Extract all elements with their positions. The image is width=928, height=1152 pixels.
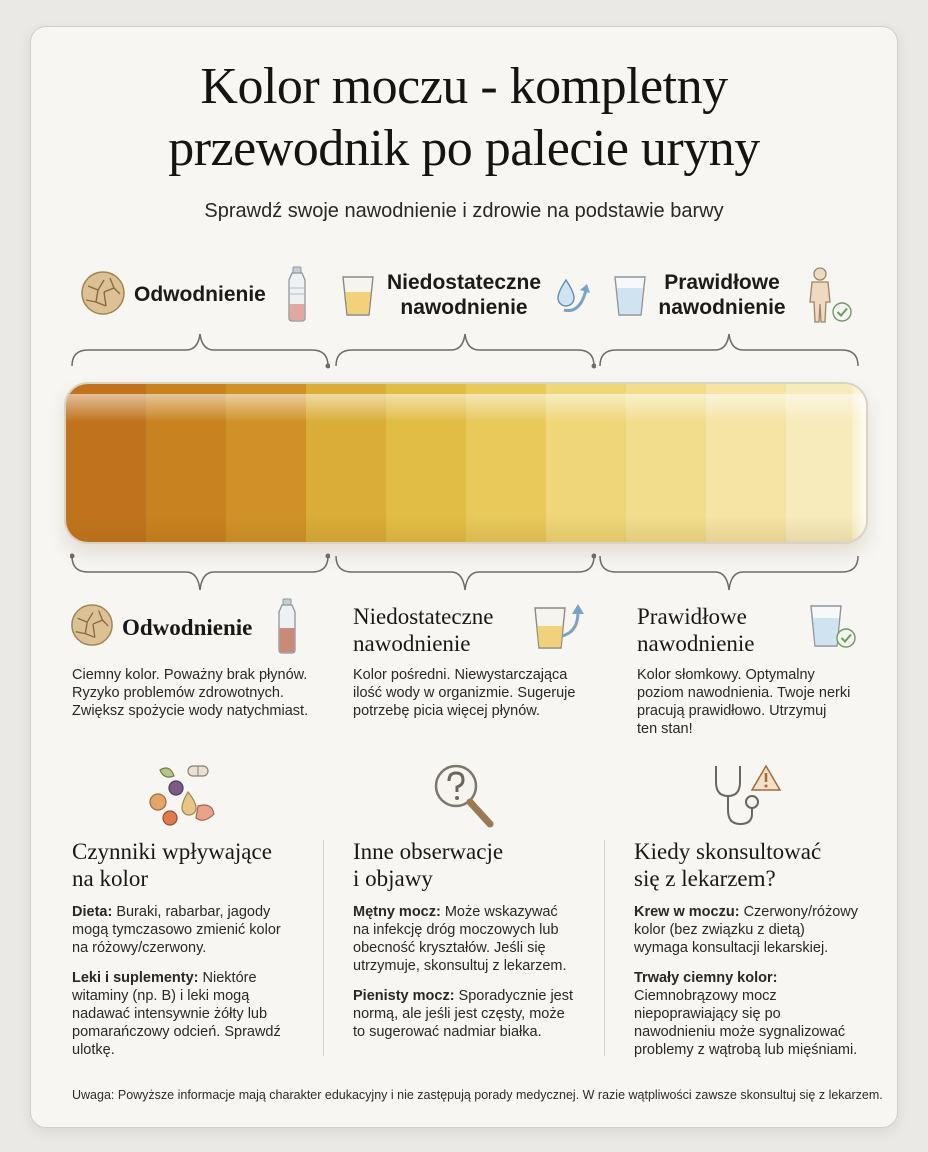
para-line: Niektóre: [198, 970, 257, 986]
section-text-dehydration: [72, 666, 332, 720]
title-line-1: Kolor moczu - kompletny: [200, 58, 728, 115]
para-line: Buraki, rabarbar, jagody: [112, 904, 271, 920]
para-label: Leki i suplementy:: [72, 970, 199, 986]
para-line: problemy z wątrobą lub mięśniami.: [634, 1042, 858, 1058]
para-line: pomarańczowy odcień. Sprawdź: [72, 1024, 281, 1040]
other-title-line2: i objawy: [353, 866, 433, 891]
para-line: utrzymuje, skonsultuj z lekarzem.: [353, 958, 567, 974]
para-line: na różowy/czerwony.: [72, 940, 207, 956]
para-label: Mętny mocz:: [353, 904, 441, 920]
bottom-brace-dehydration: [70, 552, 330, 596]
factors-title-line2: na kolor: [72, 866, 149, 891]
section-title-line2: nawodnienie: [353, 631, 471, 656]
para-line: niepoprawiający się po: [634, 1006, 781, 1022]
tube-shine: [66, 394, 866, 422]
doctor-title: [634, 838, 821, 892]
cracked-soil-icon: [70, 603, 114, 647]
desc-line: Kolor pośredni. Niewystarczająca: [353, 667, 568, 683]
magnifier-question-icon: [432, 762, 496, 828]
clear-glass-icon: [612, 274, 648, 318]
column-divider: [323, 840, 324, 1056]
desc-line: Ryzyko problemów zdrowotnych.: [72, 685, 284, 701]
para-label: Krew w moczu:: [634, 904, 740, 920]
cracked-soil-icon: [80, 270, 126, 316]
para-line: nawodnieniu może sygnalizować: [634, 1024, 846, 1040]
yellow-glass-icon: [340, 274, 376, 318]
top-label-insufficient-line1: Niedostateczne: [386, 271, 542, 294]
para-line: wymaga konsultacji lekarskiej.: [634, 940, 829, 956]
other-title: [353, 838, 503, 892]
glass-refill-icon: [532, 602, 588, 652]
para-label: Pienisty mocz:: [353, 988, 455, 1004]
other-foamy: [353, 987, 603, 1041]
top-brace-insufficient: [334, 330, 596, 370]
para-line: Ciemnobrązowy mocz: [634, 988, 777, 1004]
bottom-brace-insufficient: [334, 552, 596, 596]
desc-line: poziom nawodnienia. Twoje nerki: [637, 685, 851, 701]
para-line: witaminy (np. B) i leki mogą: [72, 988, 250, 1004]
para-line: Może wskazywać: [440, 904, 558, 920]
other-cloudy: [353, 903, 603, 975]
section-text-proper: [637, 666, 867, 738]
person-check-icon: [804, 266, 854, 326]
page-title: [0, 56, 928, 180]
para-line: ulotkę.: [72, 1042, 115, 1058]
top-label-proper-line1: Prawidłowe: [664, 271, 780, 294]
urine-color-tube: [64, 382, 868, 544]
para-line: nadawać intensywnie żółty lub: [72, 1006, 268, 1022]
para-line: mogą tymczasowo zmienić kolor: [72, 922, 281, 938]
para-line: to sugerować nadmiar białka.: [353, 1024, 542, 1040]
top-label-insufficient: [384, 270, 544, 320]
section-title-line1: Prawidłowe: [637, 604, 747, 629]
top-label-dehydration: Odwodnienie: [134, 283, 266, 306]
para-line: Sporadycznie jest: [454, 988, 574, 1004]
disclaimer: Uwaga: Powyższe informacje mają charakter edukacyjny i nie zastępują porady medycznej. W razie wątpliwości zawsze skonsultuj się z lekarzem.: [72, 1088, 883, 1102]
doctor-title-line2: się z lekarzem?: [634, 866, 776, 891]
top-brace-dehydration: [70, 330, 330, 370]
doctor-dark: [634, 969, 884, 1059]
top-brace-proper: [598, 330, 860, 370]
para-line: na infekcję dróg moczowych lub: [353, 922, 559, 938]
desc-line: ilość wody w organizmie. Sugeruje: [353, 685, 576, 701]
para-label: Trwały ciemny kolor:: [634, 970, 778, 986]
water-bottle-icon: [284, 266, 310, 322]
title-line-2: przewodnik po palecie uryny: [168, 120, 760, 177]
para-line: normą, ale jeśli jest częsty, może: [353, 1006, 565, 1022]
section-title-dehydration: Odwodnienie: [122, 615, 253, 640]
desc-line: potrzebę picia więcej płynów.: [353, 703, 540, 719]
glass-check-icon: [808, 602, 858, 650]
column-divider: [604, 840, 605, 1056]
water-drop-icon: [552, 274, 594, 318]
top-label-proper: [648, 270, 796, 320]
stethoscope-warning-icon: [708, 762, 782, 830]
factors-meds: [72, 969, 322, 1059]
other-title-line1: Inne obserwacje: [353, 839, 504, 864]
tube-shade: [66, 516, 866, 542]
section-title-proper: [637, 603, 755, 657]
subtitle: Sprawdź swoje nawodnienie i zdrowie na podstawie barwy: [204, 200, 724, 222]
top-label-proper-line2: nawodnienie: [658, 296, 786, 319]
factors-title: [72, 838, 272, 892]
section-title-line1: Niedostateczne: [353, 604, 494, 629]
section-text-insufficient: [353, 666, 603, 720]
section-title-insufficient: [353, 603, 493, 657]
section-title-line2: nawodnienie: [637, 631, 755, 656]
factors-diet: [72, 903, 322, 957]
para-line: Czerwony/różowy: [739, 904, 858, 920]
desc-line: Zwiększ spożycie wody natychmiast.: [72, 703, 309, 719]
para-line: kolor (bez związku z dietą): [634, 922, 805, 938]
doctor-blood: [634, 903, 884, 957]
factors-title-line1: Czynniki wpływające: [72, 839, 272, 864]
food-icon: [148, 762, 218, 828]
desc-line: pracują prawidłowo. Utrzymuj: [637, 703, 827, 719]
bottom-brace-proper: [598, 552, 860, 596]
para-line: obecność kryształów. Jeśli się: [353, 940, 546, 956]
desc-line: ten stan!: [637, 721, 693, 737]
top-label-insufficient-line2: nawodnienie: [400, 296, 528, 319]
para-label: Dieta:: [72, 904, 113, 920]
half-bottle-icon: [274, 598, 300, 654]
doctor-title-line1: Kiedy skonsultować: [634, 839, 822, 864]
desc-line: Ciemny kolor. Poważny brak płynów.: [72, 667, 308, 683]
tube-end-cap: [852, 384, 866, 542]
desc-line: Kolor słomkowy. Optymalny: [637, 667, 815, 683]
